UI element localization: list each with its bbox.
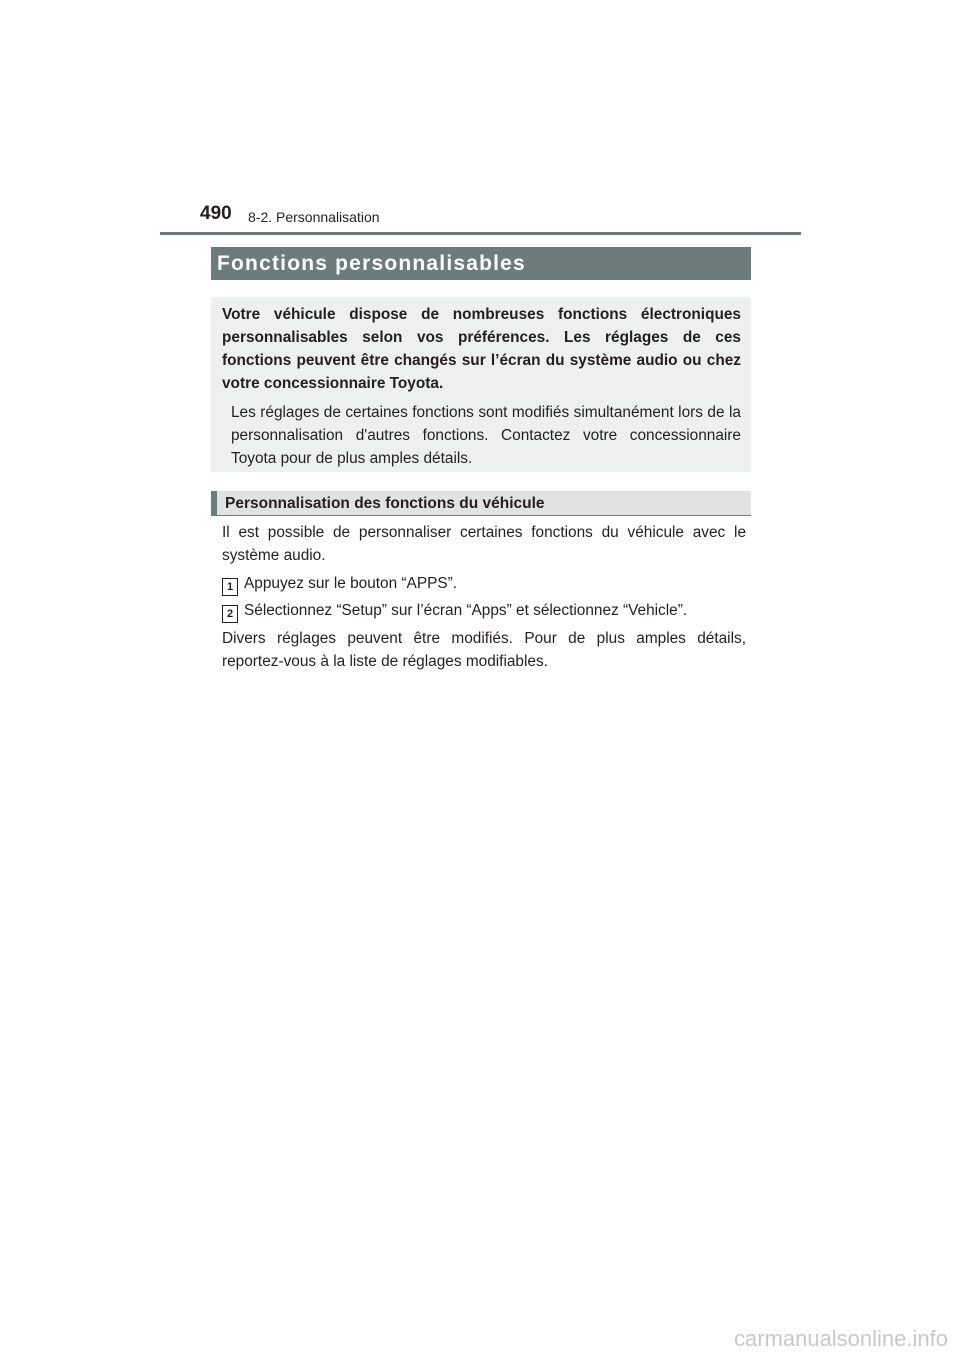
step-item: [222, 601, 746, 623]
intro-note: Les réglages de certaines fonctions sont modifiés simultanément lors de la personnalisation d'autres fonctions. Contactez votre concessionnaire Toyota pour de plus amples détails.: [231, 404, 741, 467]
step-number-badge: 1: [222, 578, 238, 596]
closing-paragraph: Divers réglages peuvent être modifiés. Pour de plus amples détails, reportez-vous à la liste de réglages modifiables.: [222, 630, 746, 670]
step-item: [222, 574, 746, 596]
intro-bold-text: Votre véhicule dispose de nombreuses fonctions électroniques personnalisables selon vos préférences. Les réglages de ces fonctions peuvent être changés sur l’écran du système audio ou chez votre concessionnaire Toyota.: [222, 306, 741, 392]
step-text: Sélectionnez “Setup” sur l’écran “Apps” et sélectionnez “Vehicle”.: [244, 602, 688, 619]
intro-box: [211, 297, 751, 472]
section-paragraph: Il est possible de personnaliser certaines fonctions du véhicule avec le système audio.: [222, 524, 746, 564]
page-number: 490: [200, 203, 232, 224]
step-number-badge: 2: [222, 605, 238, 623]
step-text: Appuyez sur le bouton “APPS”.: [244, 575, 458, 592]
watermark: carmanualsonline.info: [733, 1326, 948, 1351]
page-title: Fonctions personnalisables: [211, 247, 751, 280]
section-heading: Personnalisation des fonctions du véhicule: [211, 491, 751, 516]
section-label: 8-2. Personnalisation: [248, 209, 380, 225]
header-divider: [160, 232, 801, 235]
